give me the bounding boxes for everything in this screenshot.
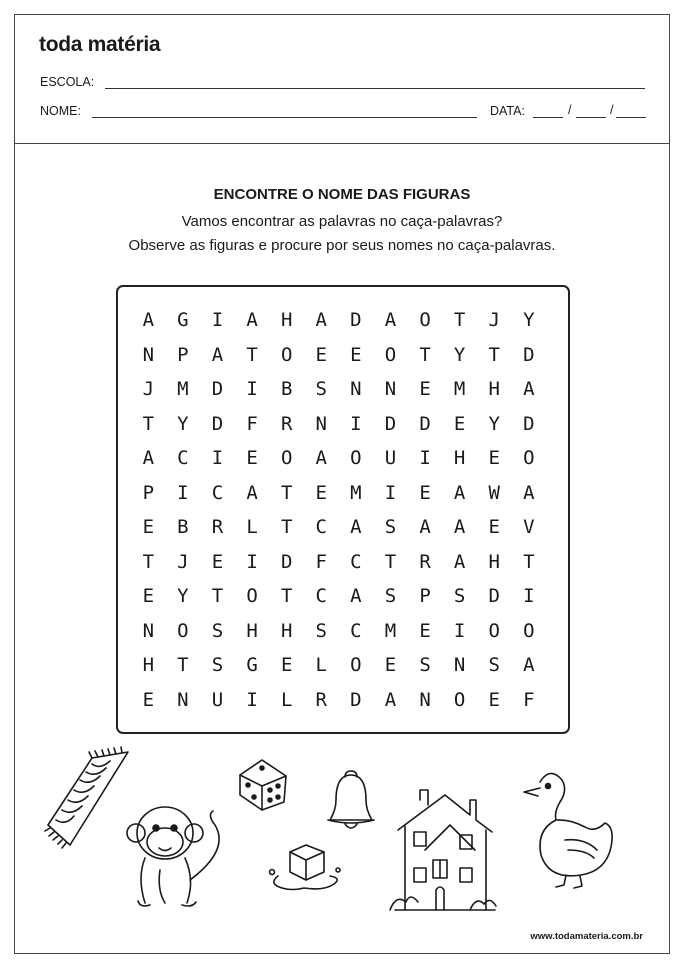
grid-letter[interactable]: A [419, 516, 431, 538]
monkey-icon [127, 807, 219, 906]
grid-letter[interactable]: A [523, 654, 535, 676]
grid-letter[interactable]: Y [177, 412, 189, 435]
date-separator: / [568, 103, 572, 117]
grid-letter[interactable]: C [211, 481, 224, 504]
grid-letter[interactable]: C [315, 516, 327, 538]
grid-letter[interactable]: E [280, 654, 293, 676]
grid-letter[interactable]: I [419, 447, 431, 469]
grid-letter[interactable]: T [246, 343, 258, 366]
grid-letter[interactable]: C [350, 619, 362, 642]
grid-letter[interactable]: F [315, 550, 327, 573]
grid-letter[interactable]: T [523, 550, 535, 573]
grid-letter[interactable]: L [315, 654, 327, 676]
instruction-line-1: Vamos encontrar as palavras no caça-palavras? [181, 213, 503, 230]
grid-letter[interactable]: E [419, 481, 431, 504]
grid-letter[interactable]: E [246, 447, 258, 469]
grid-letter[interactable]: E [315, 481, 327, 504]
date-separator: / [610, 103, 614, 117]
grid-letter[interactable]: D [211, 412, 224, 435]
grid-letter[interactable]: J [488, 309, 500, 331]
grid-letter[interactable]: O [384, 343, 397, 366]
grid-letter[interactable]: A [523, 378, 535, 400]
grid-letter[interactable]: H [142, 654, 155, 676]
dice-icon [240, 760, 286, 810]
grid-letter[interactable]: A [142, 309, 155, 331]
grid-letter[interactable]: B [280, 378, 293, 400]
grid-letter[interactable]: E [453, 412, 466, 435]
grid-letter[interactable]: O [280, 343, 293, 366]
grid-letter[interactable]: E [419, 619, 431, 642]
grid-letter[interactable]: A [246, 481, 258, 504]
grid-letter[interactable]: A [315, 447, 327, 469]
grid-letter[interactable]: O [523, 619, 535, 642]
grid-letter[interactable]: P [177, 343, 189, 366]
page-title: ENCONTRE O NOME DAS FIGURAS [213, 186, 471, 203]
brand-logo: toda matéria [39, 33, 161, 56]
grid-letter[interactable]: I [246, 688, 258, 711]
grid-letter[interactable]: U [384, 447, 397, 469]
grid-letter[interactable]: E [419, 378, 431, 400]
grid-letter[interactable]: I [453, 619, 466, 642]
grid-letter[interactable]: H [453, 447, 466, 469]
grid-letter[interactable]: A [211, 343, 224, 366]
grid-letter[interactable]: N [350, 378, 362, 400]
grid-letter[interactable]: Y [177, 585, 189, 607]
grid-letter[interactable]: S [488, 654, 500, 676]
grid-letter[interactable]: O [453, 688, 466, 711]
school-label: ESCOLA: [40, 75, 95, 89]
grid-letter[interactable]: W [488, 481, 500, 504]
grid-letter[interactable]: T [280, 585, 293, 607]
grid-letter[interactable]: H [280, 619, 293, 642]
grid-letter[interactable]: A [246, 309, 258, 331]
grid-letter[interactable]: F [523, 688, 535, 711]
grid-letter[interactable]: H [488, 378, 500, 400]
grid-letter[interactable]: J [177, 550, 189, 573]
grid-letter[interactable]: I [246, 378, 258, 400]
grid-letter[interactable]: G [177, 309, 189, 331]
grid-letter[interactable]: F [246, 412, 258, 435]
grid-letter[interactable]: Y [453, 343, 466, 366]
grid-letter[interactable]: N [419, 688, 431, 711]
grid-letter[interactable]: T [280, 481, 293, 504]
grid-letter[interactable]: O [246, 585, 258, 607]
grid-letter[interactable]: H [488, 550, 500, 573]
grid-letter[interactable]: S [315, 619, 327, 642]
grid-letter[interactable]: T [142, 550, 155, 573]
grid-letter[interactable]: N [384, 378, 397, 400]
grid-letter[interactable]: M [453, 378, 466, 400]
grid-letter[interactable]: E [315, 343, 327, 366]
grid-letter[interactable]: Y [488, 412, 500, 435]
grid-letter[interactable]: T [384, 550, 397, 573]
grid-letter[interactable]: E [488, 447, 500, 469]
grid-letter[interactable]: T [211, 585, 224, 607]
grid-letter[interactable]: E [142, 585, 155, 607]
house-icon [390, 790, 496, 910]
grid-letter[interactable]: E [488, 516, 500, 538]
date-label: DATA: [490, 104, 525, 118]
grid-letter[interactable]: T [488, 343, 500, 366]
grid-letter[interactable]: R [315, 688, 327, 711]
bell-icon [328, 771, 374, 828]
grid-letter[interactable]: O [177, 619, 189, 642]
grid-letter[interactable]: I [523, 585, 535, 607]
grid-letter[interactable]: D [280, 550, 293, 573]
grid-letter[interactable]: N [142, 619, 155, 642]
grid-letter[interactable]: D [419, 412, 431, 435]
grid-letter[interactable]: M [384, 619, 397, 642]
grid-letter[interactable]: H [246, 619, 258, 642]
grid-letter[interactable]: R [280, 412, 293, 435]
grid-letter[interactable]: P [419, 585, 431, 607]
grid-letter[interactable]: J [142, 378, 155, 400]
grid-letter[interactable]: D [350, 688, 362, 711]
grid-letter[interactable]: T [177, 654, 189, 676]
grid-letter[interactable]: C [315, 585, 327, 607]
grid-letter[interactable]: A [384, 688, 397, 711]
grid-letter[interactable]: H [280, 309, 293, 331]
grid-letter[interactable]: S [384, 585, 397, 607]
grid-letter[interactable]: O [350, 447, 362, 469]
grid-letter[interactable]: S [419, 654, 431, 676]
grid-letter[interactable]: M [350, 481, 362, 504]
grid-letter[interactable]: U [211, 688, 224, 711]
grid-letter[interactable]: G [246, 654, 258, 676]
grid-letter[interactable]: I [246, 550, 258, 573]
grid-letter[interactable]: E [211, 550, 224, 573]
grid-letter[interactable]: E [384, 654, 397, 676]
grid-letter[interactable]: P [142, 481, 155, 504]
grid-letter[interactable]: L [246, 516, 258, 538]
grid-letter[interactable]: T [142, 412, 155, 435]
grid-letter[interactable]: E [488, 688, 500, 711]
grid-letter[interactable]: N [177, 688, 189, 711]
grid-letter[interactable]: S [211, 654, 224, 676]
grid-letter[interactable]: A [350, 585, 362, 607]
grid-letter[interactable]: A [315, 309, 327, 331]
instruction-line-2: Observe as figuras e procure por seus nomes no caça-palavras. [128, 237, 556, 254]
grid-letter[interactable]: T [280, 516, 293, 538]
grid-letter[interactable]: C [350, 550, 362, 573]
grid-letter[interactable]: D [523, 343, 535, 366]
ice-cube-icon [270, 845, 341, 890]
grid-letter[interactable]: V [523, 516, 535, 538]
grid-letter[interactable]: R [211, 516, 224, 538]
grid-letter[interactable]: O [523, 447, 535, 469]
grid-letter[interactable]: D [523, 412, 535, 435]
carpet-icon [45, 747, 128, 848]
grid-letter[interactable]: D [350, 309, 362, 331]
grid-letter[interactable]: E [350, 343, 362, 366]
grid-letter[interactable]: A [142, 447, 155, 469]
grid-letter[interactable]: S [315, 378, 327, 400]
footer-url: www.todamateria.com.br [530, 931, 643, 942]
grid-letter[interactable]: E [142, 516, 155, 538]
grid-letter[interactable]: T [453, 309, 466, 331]
name-label: NOME: [40, 104, 81, 118]
grid-letter[interactable]: S [211, 619, 224, 642]
grid-letter[interactable]: N [315, 412, 327, 435]
grid-letter[interactable]: M [177, 378, 189, 400]
grid-letter[interactable]: C [177, 447, 189, 469]
grid-letter[interactable]: N [142, 343, 155, 366]
grid-letter[interactable]: I [211, 309, 224, 331]
grid-letter[interactable]: A [384, 309, 397, 331]
grid-letter[interactable]: A [453, 550, 466, 573]
grid-letter[interactable]: I [350, 412, 362, 435]
grid-letter[interactable]: O [419, 309, 431, 331]
grid-letter[interactable]: L [280, 688, 293, 711]
grid-letter[interactable]: D [488, 585, 500, 607]
grid-letter[interactable]: I [177, 481, 189, 504]
grid-letter[interactable]: A [453, 516, 466, 538]
grid-letter[interactable]: A [523, 481, 535, 504]
grid-letter[interactable]: D [211, 378, 224, 400]
duck-icon [524, 773, 612, 888]
grid-letter[interactable]: S [453, 585, 466, 607]
grid-letter[interactable]: B [177, 516, 189, 538]
grid-letter[interactable]: I [384, 481, 397, 504]
grid-letter[interactable]: I [211, 447, 224, 469]
grid-letter[interactable]: N [453, 654, 466, 676]
grid-letter[interactable]: Y [523, 309, 535, 331]
grid-letter[interactable]: E [142, 688, 155, 711]
grid-letter[interactable]: S [384, 516, 397, 538]
grid-letter[interactable]: O [488, 619, 500, 642]
grid-letter[interactable]: O [280, 447, 293, 469]
grid-letter[interactable]: A [350, 516, 362, 538]
grid-letter[interactable]: A [453, 481, 466, 504]
grid-letter[interactable]: O [350, 654, 362, 676]
grid-letter[interactable]: T [419, 343, 431, 366]
grid-letter[interactable]: R [419, 550, 431, 573]
grid-letter[interactable]: D [384, 412, 397, 435]
